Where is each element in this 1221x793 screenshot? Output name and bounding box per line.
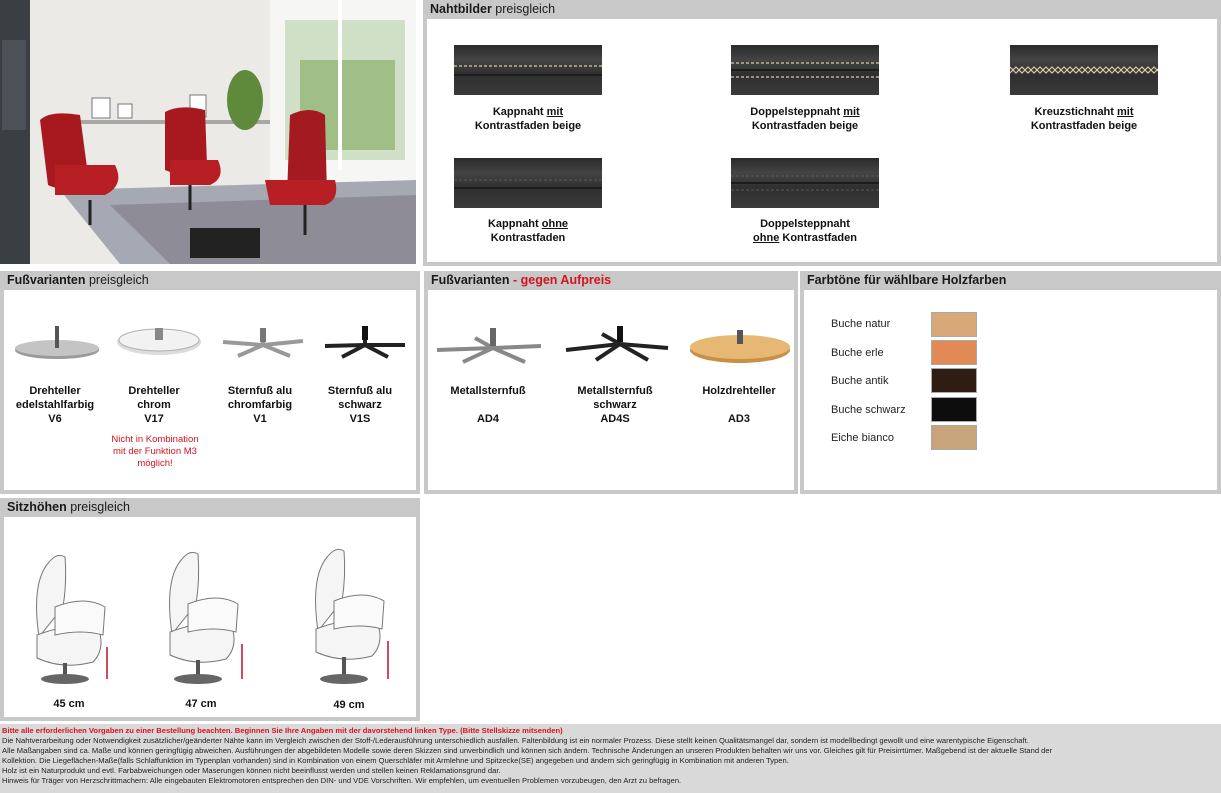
footer-line: Kollektion. Die Liegeflächen-Maße(falls Schlaffunktion im Typenplan vorhanden) sind in Kombination von einem Querschläfer mit Armlehne und Spitzecke(SE) angegeben und ändern sich geringfügig in Kombination mit anderen Typen. xyxy=(2,756,789,765)
holzfarben-panel xyxy=(800,271,1221,494)
fuss-preisgleich-panel xyxy=(0,271,420,494)
fuss-item-v1s: Sternfuß alu schwarz V1S xyxy=(327,385,393,425)
wood-label: Buche natur xyxy=(831,318,891,330)
fuss-note: Nicht in Kombination mit der Funktion M3 möglich! xyxy=(111,434,199,469)
metallsternfuss-icon xyxy=(433,326,543,366)
chair-47-icon xyxy=(162,542,252,687)
wood-label: Buche erle xyxy=(831,347,884,359)
drehteller-chrom-icon xyxy=(114,320,204,365)
nahtbilder-title: Nahtbilder preisgleich xyxy=(430,2,556,16)
drehteller-edelstahl-icon xyxy=(12,320,102,365)
seam-swatch xyxy=(731,45,879,95)
fuss-item-ad3: Holzdrehteller AD3 xyxy=(702,385,776,425)
seam-kappnaht-mit xyxy=(454,45,602,95)
seam-doppelsteppnaht-mit xyxy=(731,45,879,95)
footer-line: Holz ist ein Naturprodukt und evtl. Farbabweichungen oder Maserungen können nicht beeinflusst werden und stellen keinen Reklamationsgrund dar. xyxy=(2,766,501,775)
footer-line: Die Nahtverarbeitung oder Notwendigkeit zusätzlicher/geänderter Nähte kann im Vergleich zwischen der Stoff-/Lederausführung unterschiedlich ausfallen. Faltenbildung ist ein normaler Prozess. Diese stellt keinen Qualitätsmangel dar, sondern ist modellbedingt gewollt und eine warentypische Eigenschaft. xyxy=(2,736,1029,745)
footer-line: Hinweis für Träger von Herzschrittmachern: Alle eingebauten Elektromotoren entsprechen den DIN- und VDE Vorschriften. Wir empfehlen, um eventuellen Problemen vorzubeugen, den Arzt zu befragen. xyxy=(2,776,682,785)
nahtbilder-panel: Nahtbilder preisgleich Kappnaht mit Kontrastfaden beige Doppelsteppnaht mit Kontrastfaden beige Kreuzstichnaht mit Kontrastfaden beige Kappnaht ohne Kontrastfaden Doppelsteppnaht ohne Kontrastfaden xyxy=(423,0,1221,266)
sitzhoehe-45: 45 cm xyxy=(53,698,85,710)
seam-swatch xyxy=(731,158,879,208)
fuss-item-v6: Drehteller edelstahlfarbig V6 xyxy=(15,385,95,425)
chair-49-icon xyxy=(308,537,398,687)
footer-warning: Bitte alle erforderlichen Vorgaben zu einer Bestellung beachten. Beginnen Sie Ihre Angaben mit der davorstehend linken Type. (Bitte Stellskizze mitsenden) xyxy=(2,726,563,735)
fuss-aufpreis-panel xyxy=(424,271,798,494)
seam-swatch xyxy=(454,158,602,208)
fuss-item-ad4: Metallsternfuß AD4 xyxy=(450,385,526,425)
sitzhoehe-47: 47 cm xyxy=(185,698,217,710)
metallsternfuss-schwarz-icon xyxy=(562,326,672,366)
wood-swatch-buche-schwarz xyxy=(931,397,977,422)
room-photo xyxy=(0,0,416,264)
seam-kappnaht-ohne xyxy=(454,158,602,208)
seam-swatch xyxy=(1010,45,1158,95)
chair-45-icon xyxy=(29,547,119,687)
fuss-preisgleich-title: Fußvarianten preisgleich xyxy=(7,273,149,287)
wood-swatch-buche-antik xyxy=(931,368,977,393)
holzfarben-title: Farbtöne für wählbare Holzfarben xyxy=(807,273,1007,287)
sitzhoehen-panel xyxy=(0,498,420,721)
sitzhoehen-title: Sitzhöhen preisgleich xyxy=(7,500,130,514)
seam-doppelsteppnaht-ohne xyxy=(731,158,879,208)
fuss-aufpreis-title: Fußvarianten - gegen Aufpreis xyxy=(431,273,612,287)
wood-label: Buche schwarz xyxy=(831,404,906,416)
sternfuss-alu-chrom-icon xyxy=(218,320,308,365)
wood-label: Eiche bianco xyxy=(831,432,894,444)
fuss-item-v1: Sternfuß alu chromfarbig V1 xyxy=(227,385,293,425)
sternfuss-alu-schwarz-icon xyxy=(320,320,410,365)
wood-swatch-eiche-bianco xyxy=(931,425,977,450)
wood-swatch-buche-erle xyxy=(931,340,977,365)
wood-swatch-buche-natur xyxy=(931,312,977,337)
wood-label: Buche antik xyxy=(831,375,889,387)
footer-line: Alle Maßangaben sind ca. Maße und können geringfügig abweichen. Ausführungen der abgebildeten Modelle sowie deren Skizzen sind unverbindlich und können sich ändern. Technische Änderungen an unseren Produkten behalten wir uns vor. Gleiches gilt für Preisirrtümer. Maßgebend ist der aktuelle Stand der xyxy=(2,746,1053,755)
holzdrehteller-icon xyxy=(688,326,792,366)
seam-kreuzstichnaht-mit xyxy=(1010,45,1158,95)
sitzhoehe-49: 49 cm xyxy=(333,699,365,711)
seam-swatch xyxy=(454,45,602,95)
fuss-item-ad4s: Metallsternfuß schwarz AD4S xyxy=(577,385,653,425)
fuss-item-v17: Drehteller chrom V17 xyxy=(128,385,180,425)
footer-notes xyxy=(0,724,1221,793)
